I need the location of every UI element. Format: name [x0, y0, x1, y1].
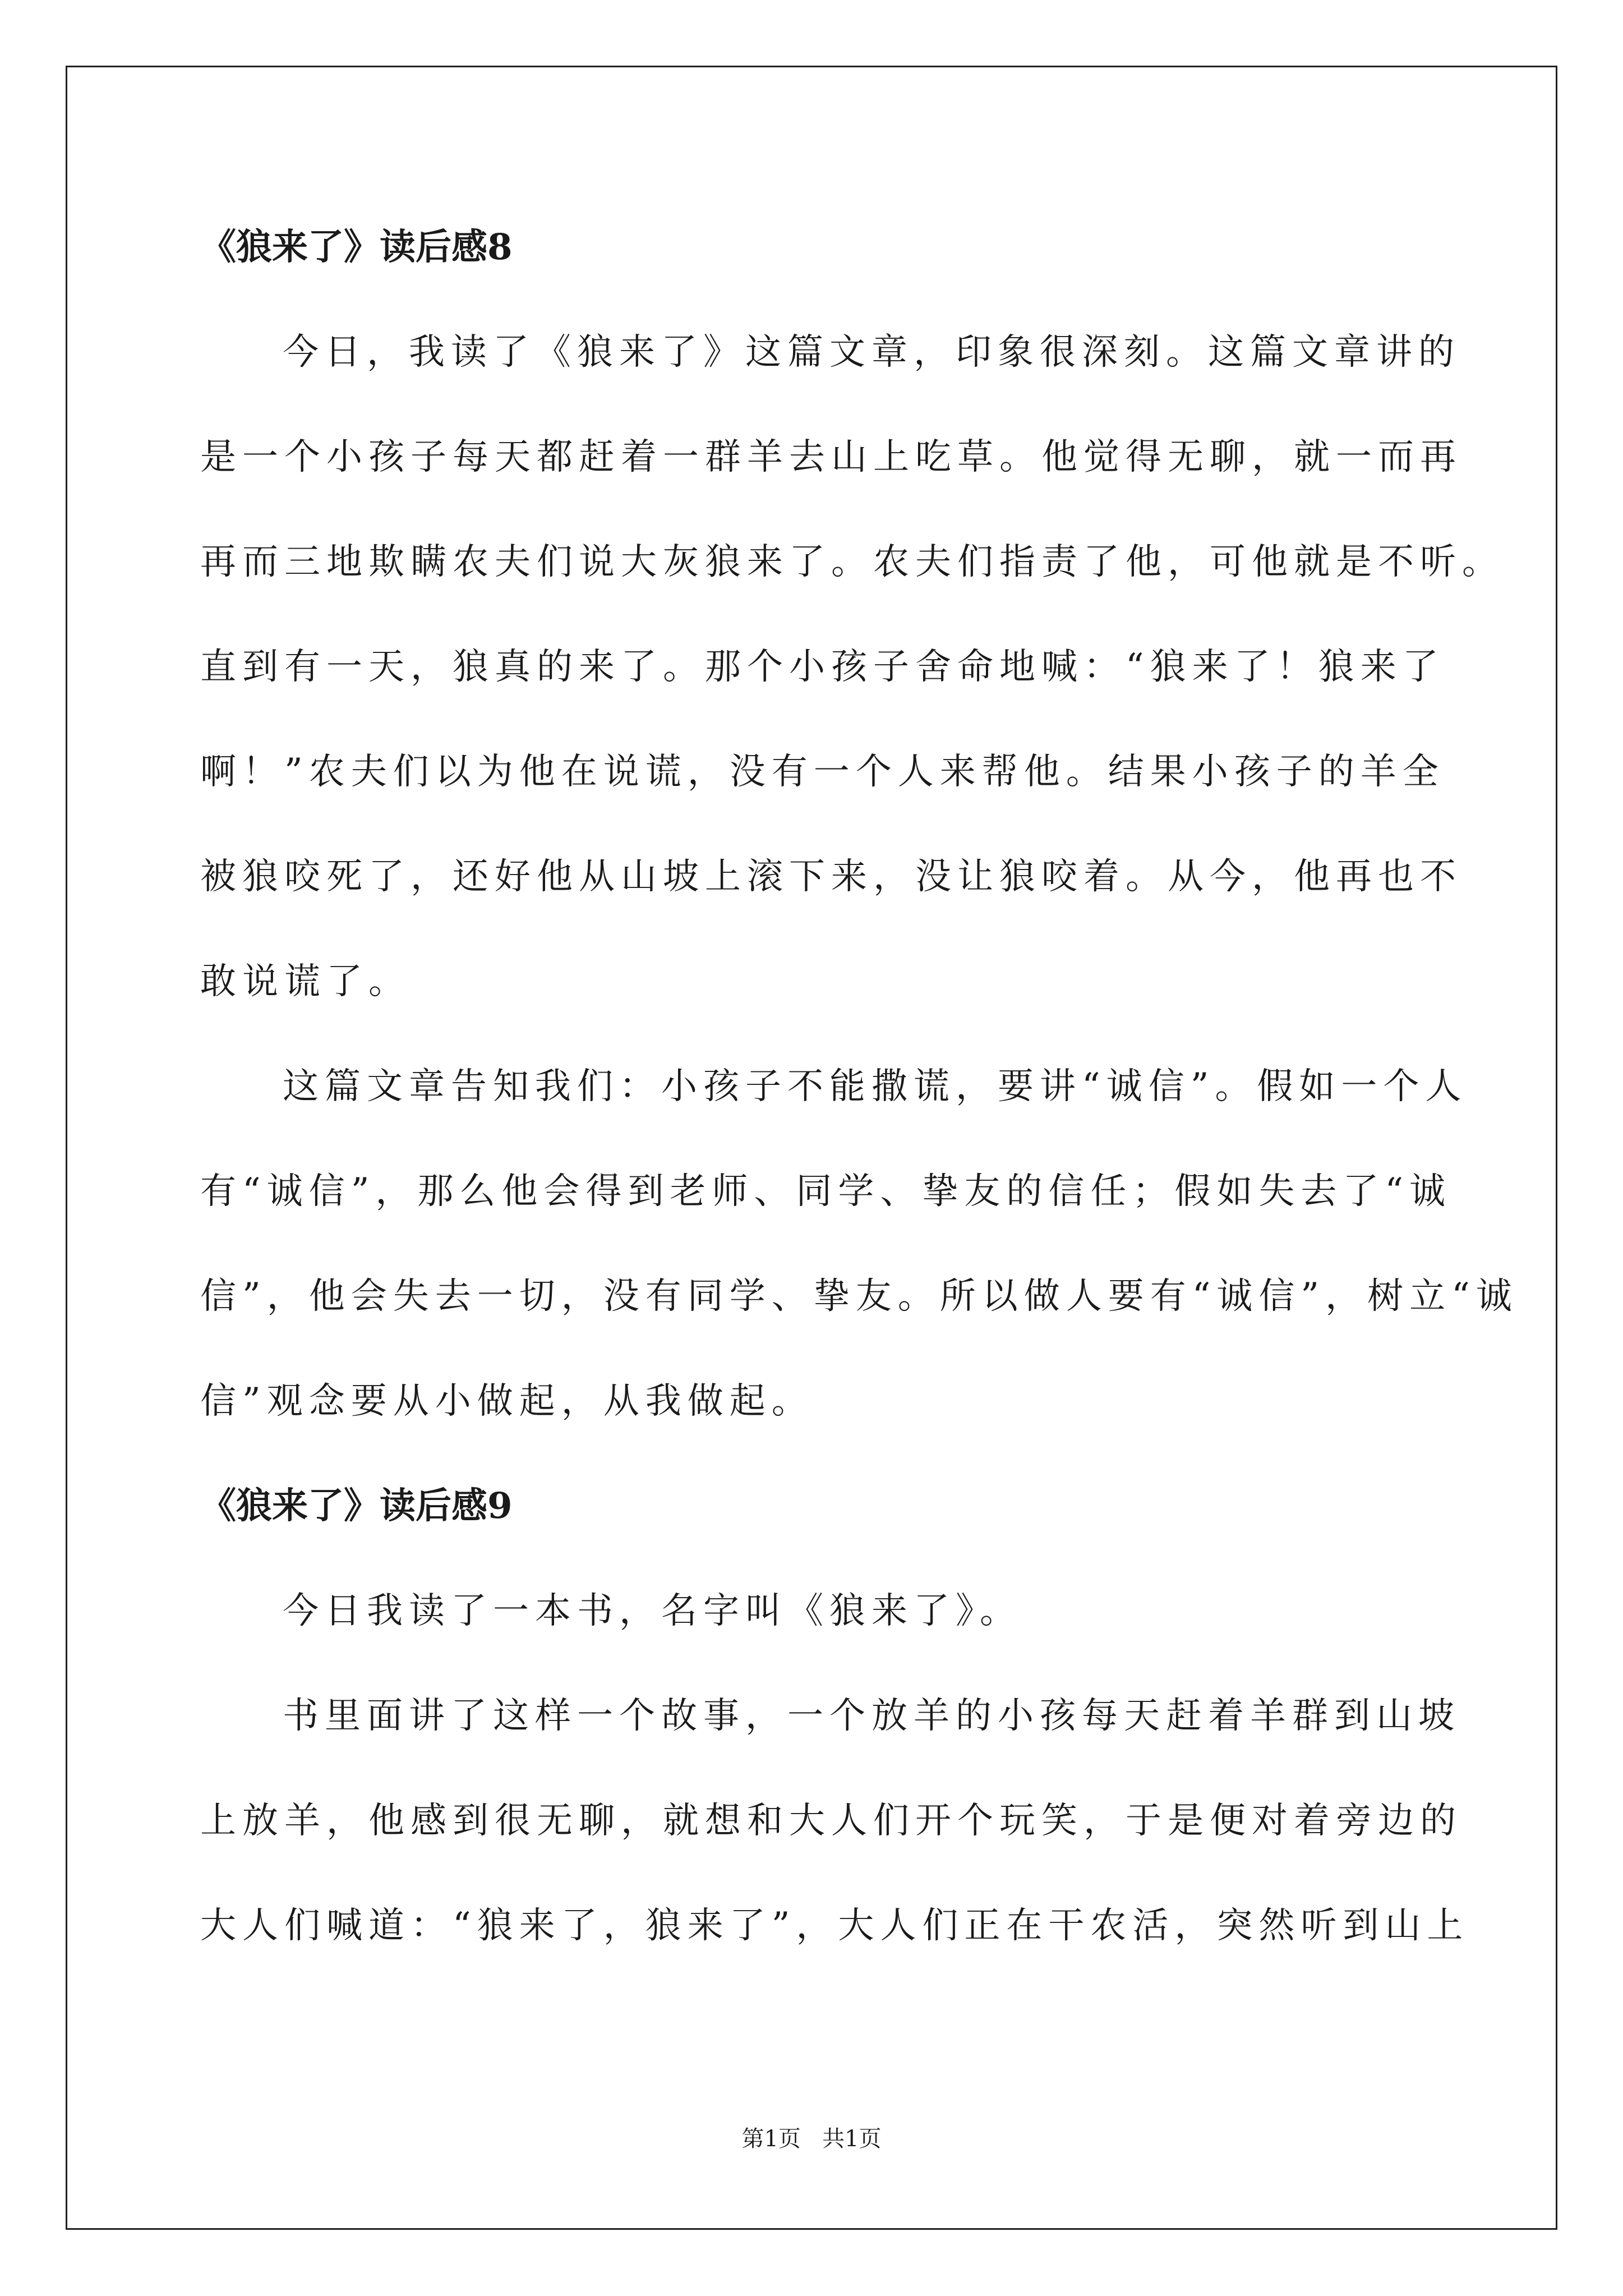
section-title-8: 《狼来了》读后感8 [200, 226, 513, 268]
text-line: 再而三地欺瞒农夫们说大灰狼来了。农夫们指责了他，可他就是不听。 [200, 541, 1504, 583]
text-line: 书里面讲了这样一个故事，一个放羊的小孩每天赶着羊群到山坡 [283, 1695, 1460, 1737]
text-line: 啊！”农夫们以为他在说谎，没有一个人来帮他。结果小孩子的羊全 [200, 751, 1445, 793]
page-number: 第1页 共1页 [741, 2126, 882, 2152]
text-line: 这篇文章告知我们：小孩子不能撒谎，要讲“诚信”。假如一个人 [283, 1066, 1468, 1107]
document-body [200, 222, 1518, 2005]
text-line: 被狼咬死了，还好他从山坡上滚下来，没让狼咬着。从今，他再也不 [200, 856, 1462, 898]
text-line: 信”，他会失去一切，没有同学、挚友。所以做人要有“诚信”，树立“诚 [200, 1276, 1518, 1317]
text-line: 今日，我读了《狼来了》这篇文章，印象很深刻。这篇文章讲的 [283, 332, 1460, 373]
text-line: 大人们喊道：“狼来了，狼来了”，大人们正在干农活，突然听到山上 [200, 1905, 1469, 1947]
paragraph [200, 1585, 1470, 1637]
paragraph [200, 326, 1504, 1007]
text-line: 今日我读了一本书，名字叫《狼来了》。 [283, 1590, 1022, 1632]
text-line: 上放羊，他感到很无聊，就想和大人们开个玩笑，于是便对着旁边的 [200, 1800, 1462, 1842]
section-title-9: 《狼来了》读后感9 [200, 1485, 513, 1527]
paragraph [200, 1061, 1518, 1427]
paragraph [200, 1690, 1470, 1952]
text-line: 信”观念要从小做起，从我做起。 [200, 1381, 814, 1422]
text-line: 是一个小孩子每天都赶着一群羊去山上吃草。他觉得无聊，就一而再 [200, 436, 1462, 478]
text-line: 敢说谎了。 [200, 961, 411, 1002]
text-line: 直到有一天，狼真的来了。那个小孩子舍命地喊：“狼来了！狼来了 [200, 646, 1445, 688]
text-line: 有“诚信”，那么他会得到老师、同学、挚友的信任；假如失去了“诚 [200, 1171, 1452, 1212]
